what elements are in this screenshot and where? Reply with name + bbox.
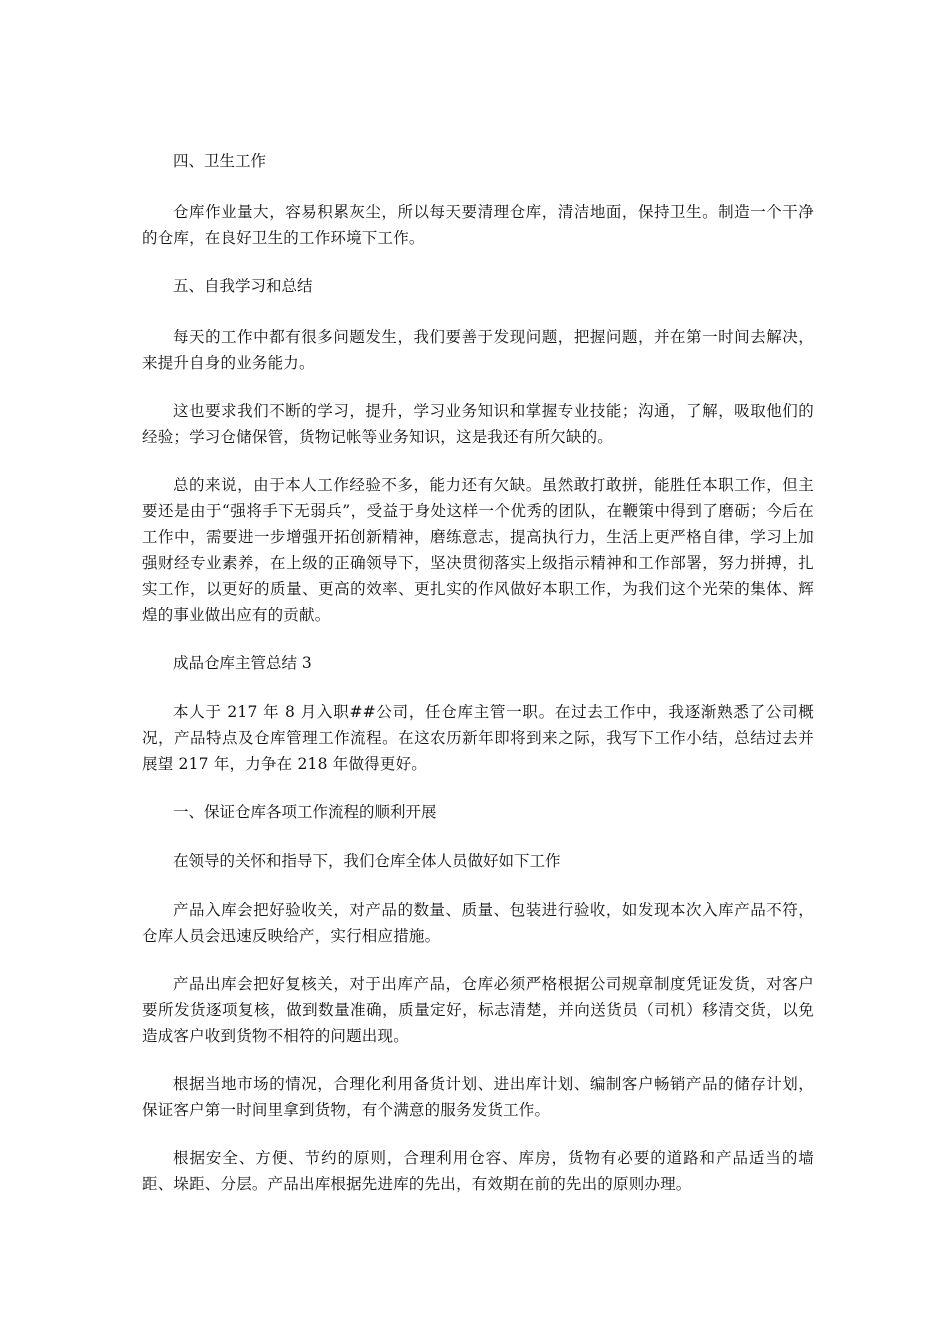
section-heading-workflow: 一、保证仓库各项工作流程的顺利开展	[173, 803, 437, 821]
paragraph-storage-principles: 根据安全、方便、节约的原则，合理利用仓容、库房，货物有必要的道路和产品适当的墙距、垛距、分层。产品出库根据先进库的先出，有效期在前的先出的原则办理。	[142, 1149, 814, 1193]
paragraph-hygiene: 仓库作业量大，容易积累灰尘，所以每天要清理仓库，清洁地面，保持卫生。制造一个干净的仓库，在良好卫生的工作环境下工作。	[142, 203, 814, 247]
paragraph-inbound: 产品入库会把好验收关，对产品的数量、质量、包装进行验收，如发现本次入库产品不符，仓库人员会迅速反映给产，实行相应措施。	[142, 901, 814, 945]
paragraph-outbound: 产品出库会把好复核关，对于出库产品，仓库必须严格根据公司规章制度凭证发货，对客户要所发货逐项复核，做到数量准确，质量定好，标志清楚，并向送货员（司机）移清交货，以免造成客户收到货物不相符的问题出现。	[142, 975, 814, 1045]
paragraph-intro: 本人于 217 年 8 月入职##公司，任仓库主管一职。在过去工作中，我逐渐熟悉了公司概况，产品特点及仓库管理工作流程。在这农历新年即将到来之际，我写下工作小结，总结过去并展望 217 年，力争在 218 年做得更好。	[142, 703, 814, 773]
section-heading-hygiene: 四、卫生工作	[173, 152, 267, 170]
section-heading-self-study: 五、自我学习和总结	[173, 277, 313, 295]
paragraph-summary: 总的来说，由于本人工作经验不多，能力还有欠缺。虽然敢打敢拼，能胜任本职工作，但主要还是由于“强将手下无弱兵”，受益于身处这样一个优秀的团队，在鞭策中得到了磨砺；今后在工作中，需要进一步增强开拓创新精神，磨练意志，提高执行力，生活上更严格自律，学习上加强财经专业素养，在上级的正确领导下，坚决贯彻落实上级指示精神和工作部署，努力拼搏，扎实工作，以更好的质量、更高的效率、更扎实的作风做好本职工作，为我们这个光荣的集体、辉煌的事业做出应有的贡献。	[142, 476, 814, 624]
paragraph-planning: 根据当地市场的情况，合理化利用备货计划、进出库计划、编制客户畅销产品的储存计划，保证客户第一时间里拿到货物，有个满意的服务发货工作。	[142, 1075, 814, 1119]
section-subheading-leadership: 在领导的关怀和指导下，我们仓库全体人员做好如下工作	[173, 852, 561, 870]
paragraph-daily-problems: 每天的工作中都有很多问题发生，我们要善于发现问题，把握问题，并在第一时间去解决，来提升自身的业务能力。	[142, 328, 814, 372]
section-heading-summary-3: 成品仓库主管总结 3	[173, 654, 312, 672]
paragraph-learning: 这也要求我们不断的学习，提升，学习业务知识和掌握专业技能；沟通，了解，吸取他们的经验；学习仓储保管，货物记帐等业务知识，这是我还有所欠缺的。	[142, 402, 814, 446]
